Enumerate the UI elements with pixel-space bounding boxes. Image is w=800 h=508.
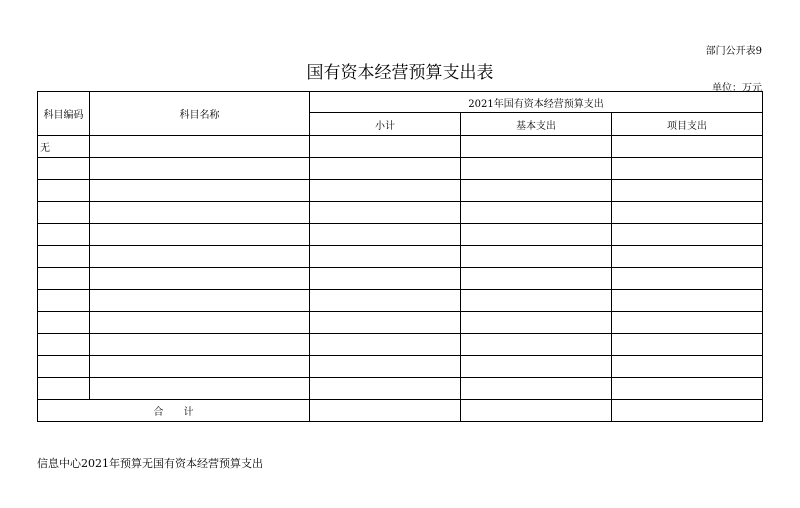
cell-subtotal [310, 136, 461, 158]
cell-project [612, 180, 763, 202]
table-row [38, 246, 763, 268]
cell-basic [461, 334, 612, 356]
cell-basic [461, 268, 612, 290]
cell-code [38, 334, 90, 356]
cell-basic [461, 356, 612, 378]
total-basic [461, 400, 612, 422]
table-row [38, 334, 763, 356]
cell-subtotal [310, 378, 461, 400]
cell-subtotal [310, 356, 461, 378]
cell-project [612, 334, 763, 356]
table-row [38, 180, 763, 202]
cell-code [38, 246, 90, 268]
page-title: 国有资本经营预算支出表 [306, 63, 494, 83]
cell-basic [461, 158, 612, 180]
cell-name [90, 356, 310, 378]
cell-code [38, 202, 90, 224]
cell-subtotal [310, 312, 461, 334]
table-row [38, 224, 763, 246]
cell-project [612, 136, 763, 158]
cell-name [90, 378, 310, 400]
table-row [38, 290, 763, 312]
cell-subtotal [310, 246, 461, 268]
cell-subtotal [310, 268, 461, 290]
cell-code [38, 378, 90, 400]
cell-basic [461, 378, 612, 400]
col-header-subtotal: 小计 [310, 113, 461, 136]
cell-subtotal [310, 158, 461, 180]
cell-code: 无 [38, 136, 90, 158]
cell-project [612, 224, 763, 246]
cell-name [90, 224, 310, 246]
cell-name [90, 180, 310, 202]
cell-subtotal [310, 290, 461, 312]
cell-code [38, 290, 90, 312]
cell-project [612, 158, 763, 180]
cell-code [38, 224, 90, 246]
table-row [38, 312, 763, 334]
total-project [612, 400, 763, 422]
header-row [38, 92, 763, 113]
cell-basic [461, 224, 612, 246]
cell-subtotal [310, 334, 461, 356]
table-row [38, 136, 763, 158]
cell-subtotal [310, 180, 461, 202]
col-header-name: 科目名称 [90, 92, 310, 136]
footer-note: 信息中心2021年预算无国有资本经营预算支出 [37, 457, 263, 470]
cell-basic [461, 202, 612, 224]
total-label: 合 计 [38, 400, 310, 422]
group-header: 2021年国有资本经营预算支出 [310, 92, 763, 113]
cell-name [90, 158, 310, 180]
cell-project [612, 312, 763, 334]
total-row [38, 400, 763, 422]
table-row [38, 268, 763, 290]
cell-name [90, 136, 310, 158]
cell-code [38, 312, 90, 334]
cell-project [612, 246, 763, 268]
cell-code [38, 158, 90, 180]
col-header-basic: 基本支出 [461, 113, 612, 136]
table-row [38, 158, 763, 180]
cell-name [90, 246, 310, 268]
cell-project [612, 356, 763, 378]
cell-subtotal [310, 202, 461, 224]
cell-name [90, 202, 310, 224]
cell-project [612, 202, 763, 224]
cell-code [38, 356, 90, 378]
cell-project [612, 290, 763, 312]
unit-label: 单位：万元 [712, 83, 762, 94]
cell-basic [461, 246, 612, 268]
cell-code [38, 180, 90, 202]
cell-basic [461, 180, 612, 202]
budget-table [37, 91, 763, 422]
cell-subtotal [310, 224, 461, 246]
col-header-code: 科目编码 [38, 92, 90, 136]
table-row [38, 202, 763, 224]
cell-basic [461, 290, 612, 312]
cell-name [90, 290, 310, 312]
cell-name [90, 268, 310, 290]
cell-name [90, 334, 310, 356]
col-header-project: 项目支出 [612, 113, 763, 136]
table-row [38, 356, 763, 378]
table-row [38, 378, 763, 400]
cell-project [612, 378, 763, 400]
cell-project [612, 268, 763, 290]
form-number: 部门公开表9 [705, 46, 762, 57]
cell-basic [461, 312, 612, 334]
cell-name [90, 312, 310, 334]
total-subtotal [310, 400, 461, 422]
cell-basic [461, 136, 612, 158]
cell-code [38, 268, 90, 290]
